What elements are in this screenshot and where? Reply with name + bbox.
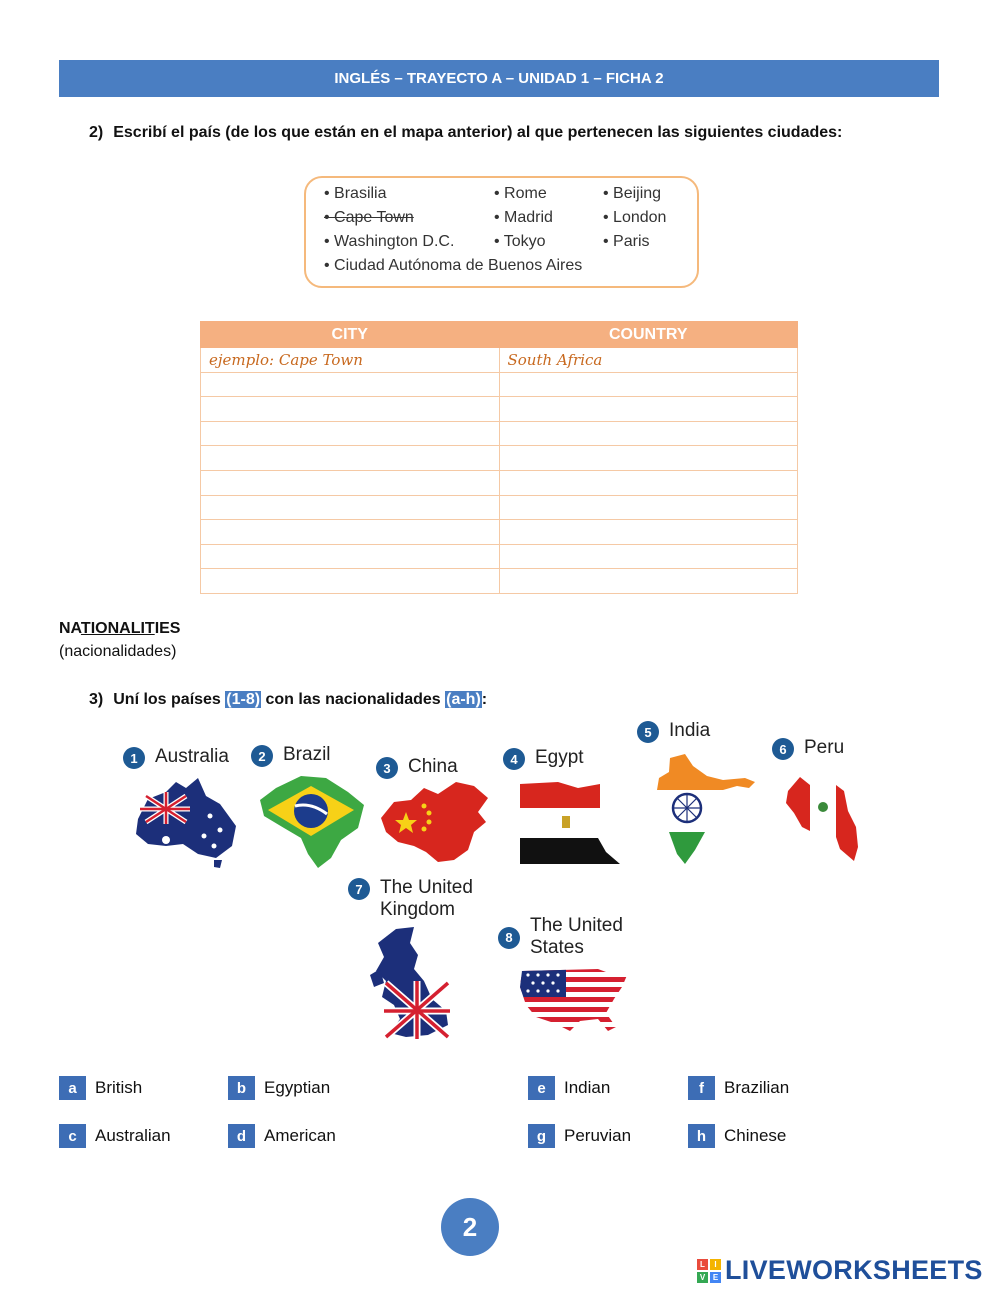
option-letter-badge: c [59, 1124, 86, 1148]
country-name: Brazil [283, 744, 331, 765]
option-f[interactable] [688, 1076, 789, 1100]
range-numbers-highlight: (1-8) [226, 691, 261, 708]
option-label: British [95, 1078, 143, 1097]
country-answer-cell[interactable] [499, 470, 798, 495]
exercise-3-number: 3) [89, 691, 104, 708]
option-label: Peruvian [564, 1126, 632, 1145]
exercise-2-instruction [89, 124, 842, 142]
worksheet-header [59, 60, 939, 97]
example-country-cell: South Africa [499, 348, 798, 373]
country-number-badge: 5 [637, 721, 659, 743]
exercise-3-text: Uní los países [113, 691, 226, 708]
country-name: India [669, 720, 711, 741]
country-name: Australia [155, 746, 229, 767]
option-letter-badge: f [688, 1076, 715, 1100]
page-number: 2 [441, 1198, 499, 1256]
heading-part-underlined: TIONALIT [80, 620, 155, 637]
table-row [201, 421, 798, 446]
table-row [201, 397, 798, 422]
option-letter-badge: d [228, 1124, 255, 1148]
egypt-flag-map-icon [518, 780, 623, 866]
country-number-badge: 2 [251, 745, 273, 767]
city-washington: • Washington D.C. [324, 233, 455, 250]
option-c[interactable] [59, 1124, 171, 1148]
cities-box [304, 176, 699, 288]
option-letter-badge: e [528, 1076, 555, 1100]
brand-name: LIVEWORKSHEETS [725, 1255, 983, 1285]
worksheet-title: INGLÉS – TRAYECTO A – UNIDAD 1 – FICHA 2 [334, 70, 664, 87]
country-answer-cell[interactable] [499, 446, 798, 471]
city-london: • London [603, 209, 667, 226]
city-brasilia: • Brasilia [324, 185, 387, 202]
heading-part: NA [59, 620, 81, 637]
city-answer-cell[interactable] [201, 372, 500, 397]
country-number-badge: 3 [376, 757, 398, 779]
country-answer-cell[interactable] [499, 372, 798, 397]
city-beijing: • Beijing [603, 185, 662, 202]
exercise-3-text: : [481, 691, 488, 708]
exercise-2-text: Escribí el país (de los que están en el mapa anterior) al que pertenecen las siguientes ciudades: [113, 124, 843, 141]
option-a[interactable] [59, 1076, 142, 1100]
united-states-flag-map-icon [518, 965, 633, 1037]
country-number-badge: 1 [123, 747, 145, 769]
logo-letter: L [697, 1259, 708, 1270]
city-answer-cell[interactable] [201, 446, 500, 471]
table-row [201, 520, 798, 545]
brazil-flag-map-icon [256, 770, 371, 870]
city-answer-cell[interactable] [201, 421, 500, 446]
table-row [201, 348, 798, 373]
city-answer-cell[interactable] [201, 569, 500, 594]
option-letter-badge: b [228, 1076, 255, 1100]
city-country-table [200, 321, 798, 594]
country-answer-cell[interactable] [499, 520, 798, 545]
option-letter-badge: a [59, 1076, 86, 1100]
exercise-3-instruction [89, 691, 487, 709]
country-name-line: Kingdom [380, 899, 455, 920]
range-letters-highlight: (a-h) [446, 691, 481, 708]
table-row [201, 372, 798, 397]
country-name-line: The United [380, 877, 473, 898]
option-d[interactable] [228, 1124, 336, 1148]
option-e[interactable] [528, 1076, 610, 1100]
table-row [201, 544, 798, 569]
liveworksheets-logo [697, 1255, 983, 1286]
country-name-line: The United [530, 915, 623, 936]
option-label: Egyptian [264, 1078, 331, 1097]
country-name: China [408, 756, 458, 777]
option-label: Indian [564, 1078, 611, 1097]
city-madrid: • Madrid [494, 209, 553, 226]
city-rome: • Rome [494, 185, 547, 202]
option-label: American [264, 1126, 336, 1145]
logo-letter: V [697, 1272, 708, 1283]
liveworksheets-icon [697, 1259, 721, 1283]
nationalities-subtitle: (nacionalidades) [59, 643, 177, 660]
exercise-2-number: 2) [89, 124, 104, 141]
option-h[interactable] [688, 1124, 786, 1148]
country-name-line: States [530, 937, 584, 958]
exercise-3-text: con las nacionalidades [261, 691, 446, 708]
logo-letter: I [710, 1259, 721, 1270]
example-city-cell: ejemplo: Cape Town [201, 348, 500, 373]
country-answer-cell[interactable] [499, 421, 798, 446]
country-name [530, 915, 623, 959]
city-cape-town: • Cape Town [324, 209, 414, 226]
country-name: Peru [804, 737, 845, 758]
city-answer-cell[interactable] [201, 544, 500, 569]
table-row [201, 569, 798, 594]
city-buenos-aires: • Ciudad Autónoma de Buenos Aires [324, 257, 583, 274]
country-number-badge: 7 [348, 878, 370, 900]
country-answer-cell[interactable] [499, 397, 798, 422]
city-answer-cell[interactable] [201, 470, 500, 495]
united-kingdom-flag-map-icon [366, 925, 461, 1047]
country-answer-cell[interactable] [499, 495, 798, 520]
city-column-header: CITY [201, 322, 500, 348]
country-number-badge: 6 [772, 738, 794, 760]
logo-letter: E [710, 1272, 721, 1283]
china-flag-map-icon [376, 780, 494, 865]
nationalities-heading [59, 620, 180, 638]
city-paris: • Paris [603, 233, 650, 250]
country-name: Egypt [535, 747, 584, 768]
country-number-badge: 4 [503, 748, 525, 770]
city-tokyo: • Tokyo [494, 233, 546, 250]
country-column-header: COUNTRY [499, 322, 798, 348]
table-row [201, 495, 798, 520]
india-flag-map-icon [645, 750, 763, 868]
city-answer-cell[interactable] [201, 520, 500, 545]
city-answer-cell[interactable] [201, 495, 500, 520]
option-label: Brazilian [724, 1078, 790, 1097]
option-letter-badge: h [688, 1124, 715, 1148]
table-row [201, 470, 798, 495]
peru-flag-map-icon [782, 771, 862, 869]
country-number-badge: 8 [498, 927, 520, 949]
country-answer-cell[interactable] [499, 544, 798, 569]
table-row [201, 446, 798, 471]
option-label: Chinese [724, 1126, 787, 1145]
option-b[interactable] [228, 1076, 330, 1100]
option-label: Australian [95, 1126, 171, 1145]
option-g[interactable] [528, 1124, 631, 1148]
country-answer-cell[interactable] [499, 569, 798, 594]
country-name [380, 877, 473, 921]
option-letter-badge: g [528, 1124, 555, 1148]
heading-part: IES [154, 620, 181, 637]
australia-flag-map-icon [128, 774, 243, 869]
city-answer-cell[interactable] [201, 397, 500, 422]
